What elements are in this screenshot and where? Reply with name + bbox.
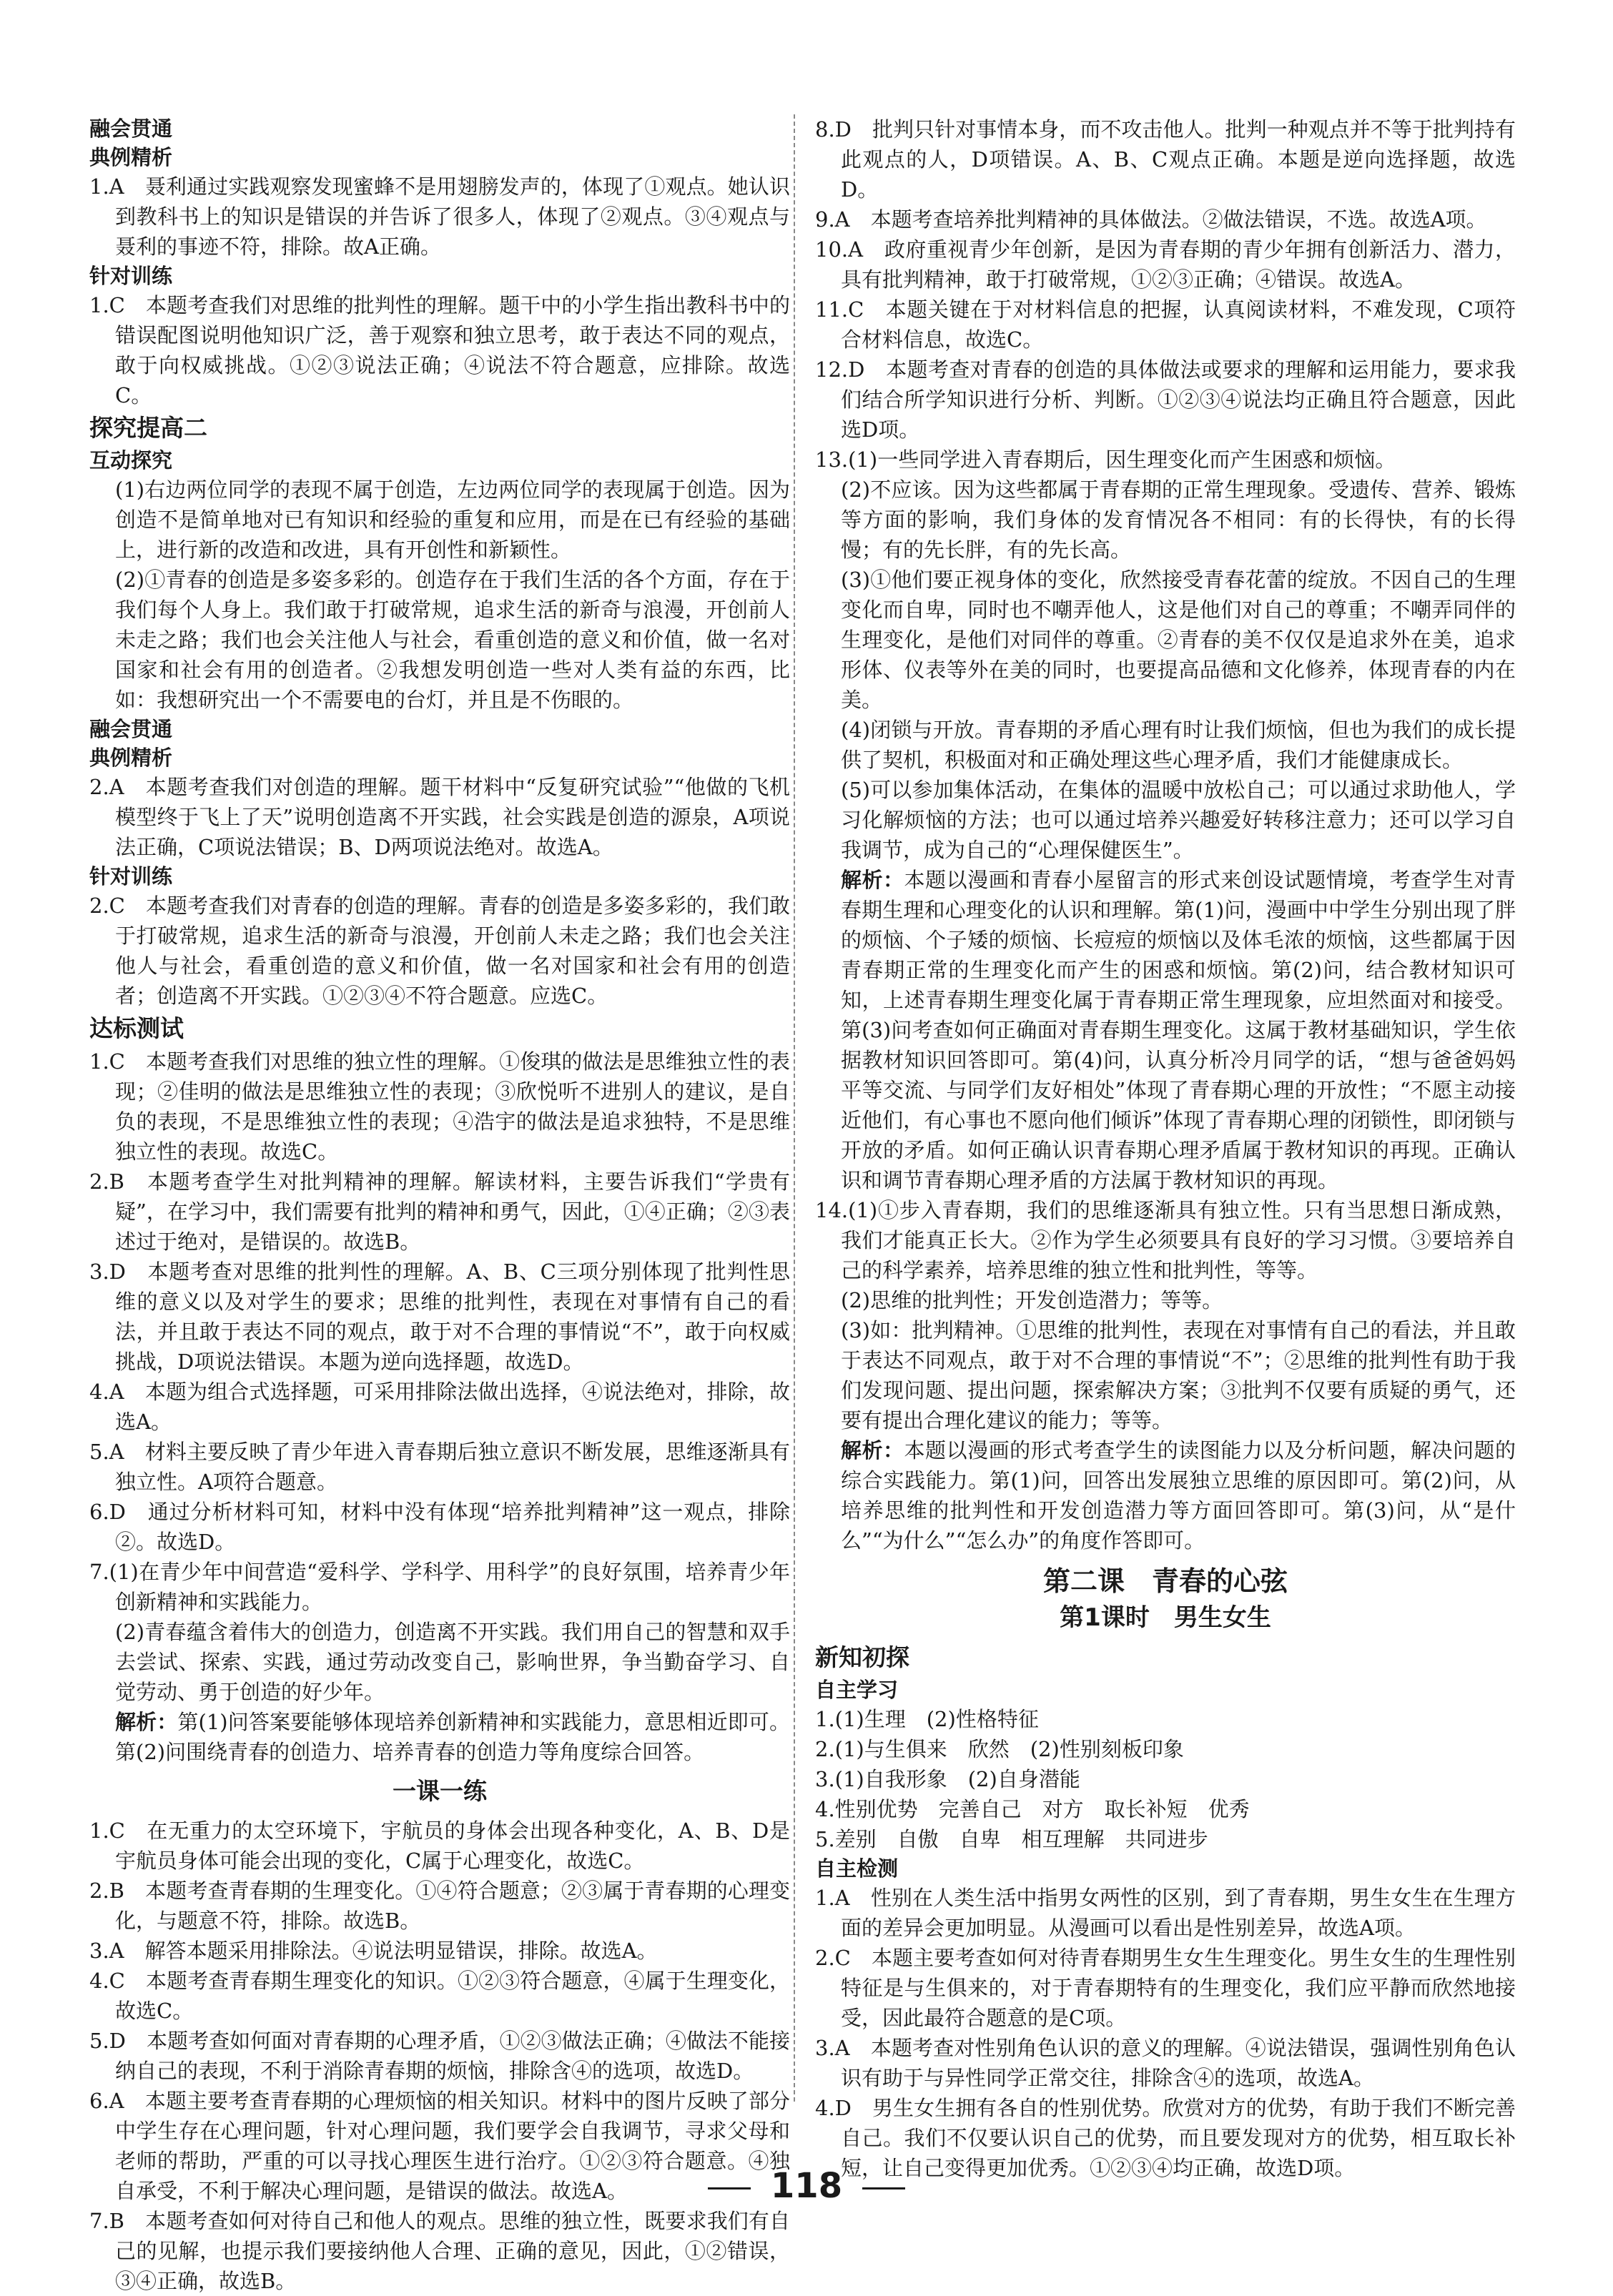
answer-item: (3)如：批判精神。①思维的批判性，表现在对事情有自己的看法，并且敢于表达不同观点，敢于对不合理的事情说“不”；②思维的批判性有助于我们发现问题、提出问题，探索解决方案；③批判不仅要有质疑的勇气，还要有提出合理化建议的能力；等等。: [841, 1318, 1516, 1432]
heading-tanjiu-2: 探究提高二: [89, 414, 207, 442]
page-number-text: 118: [770, 2166, 843, 2206]
answer-item: 5.差别 自傲 自卑 相互理解 共同进步: [815, 1827, 1208, 1851]
heading-dianli-2: 典例精析: [89, 746, 173, 770]
answer-item: 11.C 本题关键在于对材料信息的把握，认真阅读材料，不难发现，C项符合材料信息，故选C。: [815, 297, 1516, 352]
answer-item: 6.D 通过分析材料可知，材料中没有体现“培养批判精神”这一观点，排除②。故选D。: [89, 1500, 790, 1554]
answer-item: 1.C 本题考查我们对思维的独立性的理解。①俊琪的做法是思维独立性的表现；②佳明的做法是思维独立性的表现；③欣悦听不进别人的建议，是自负的表现，不是思维独立性的表现；④浩宇的做法是追求独特，不是思维独立性的表现。故选C。: [89, 1049, 790, 1164]
analysis-block: [815, 865, 1516, 1195]
answer-item: 1.(1)生理 (2)性格特征: [815, 1707, 1039, 1731]
heading-zizhuxuexi: 自主学习: [815, 1678, 899, 1702]
dash-left: [708, 2187, 751, 2189]
answer-item: 4.性别优势 完善自己 对方 取长补短 优秀: [815, 1797, 1250, 1821]
answer-item: 2.C 本题主要考查如何对待青春期男生女生生理变化。男生女生的生理性别特征是与生俱来的，对于青春期特有的生理变化，我们应平静而欣然地接受，因此最符合题意的是C项。: [815, 1946, 1516, 2030]
answer-item: 5.D 本题考查如何面对青春期的心理矛盾，①②③做法正确；④做法不能接纳自己的表现，不利于消除青春期的烦恼，排除含④的选项，故选D。: [89, 2029, 790, 2083]
answer-item: 1.C 本题考查我们对思维的批判性的理解。题干中的小学生指出教科书中的错误配图说明他知识广泛，善于观察和独立思考，敢于表达不同的观点，敢于向权威挑战。①②③说法正确；④说法不符合题意，应排除。故选C。: [89, 293, 790, 407]
answer-item: 2.(1)与生俱来 欣然 (2)性别刻板印象: [815, 1737, 1184, 1761]
answer-item: 3.A 解答本题采用排除法。④说法明显错误，排除。故选A。: [89, 1939, 658, 1963]
answer-item: (2)思维的批判性；开发创造潜力；等等。: [841, 1288, 1223, 1312]
answer-item: 4.C 本题考查青春期生理变化的知识。①②③符合题意，④属于生理变化，故选C。: [89, 1969, 790, 2023]
dash-right: [862, 2187, 905, 2189]
heading-ronghui-2: 融会贯通: [89, 717, 173, 741]
answer-item: (1)右边两位同学的表现不属于创造，左边两位同学的表现属于创造。因为创造不是简单地对已有知识和经验的重复和应用，而是在已有经验的基础上，进行新的改造和改进，具有开创性和新颖性。: [115, 477, 790, 562]
answer-item: (2)青春蕴含着伟大的创造力，创造离不开实践。我们用自己的智慧和双手去尝试、探索、实践，通过劳动改变自己，影响世界，争当勤奋学习、自觉劳动、勇于创造的好少年。: [115, 1620, 790, 1704]
heading-xinzhi: 新知初探: [815, 1643, 909, 1671]
answer-item: 9.A 本题考查培养批判精神的具体做法。②做法错误，不选。故选A项。: [815, 207, 1487, 232]
page-number: [0, 2166, 1613, 2206]
answer-item: 2.A 本题考查我们对创造的理解。题干材料中“反复研究试验”“他做的飞机模型终于飞上了天”说明创造离不开实践，社会实践是创造的源泉，A项说法正确，C项说法错误；B、D两项说法绝对。故选A。: [89, 775, 790, 859]
answer-item: (4)闭锁与开放。青春期的矛盾心理有时让我们烦恼，但也为我们的成长提供了契机，积极面对和正确处理这些心理矛盾，我们才能健康成长。: [841, 718, 1516, 772]
analysis-label: 解析：: [841, 1438, 904, 1463]
answer-item: 1.C 在无重力的太空环境下，宇航员的身体会出现各种变化，A、B、D是宇航员身体可能会出现的变化，C属于心理变化，故选C。: [89, 1819, 790, 1873]
answer-item: 7.(1)在青少年中间营造“爱科学、学科学、用科学”的良好氛围，培养青少年创新精神和实践能力。: [89, 1560, 790, 1614]
answer-item: (5)可以参加集体活动，在集体的温暖中放松自己；可以通过求助他人，学习化解烦恼的方法；也可以通过培养兴趣爱好转移注意力；还可以学习自我调节，成为自己的“心理保健医生”。: [841, 778, 1516, 862]
analysis-text: 第(1)问答案要能够体现培养创新精神和实践能力，意思相近即可。第(2)问围绕青春的创造力、培养青春的创造力等角度综合回答。: [115, 1710, 790, 1764]
heading-yikeyilian: 一课一练: [393, 1777, 487, 1805]
analysis-text: 本题以漫画的形式考查学生的读图能力以及分析问题，解决问题的综合实践能力。第(1)问，回答出发展独立思维的原因即可。第(2)问，从培养思维的批判性和开发创造潜力等方面回答即可。第(3)问，从“是什么”“为什么”“怎么办”的角度作答即可。: [841, 1438, 1516, 1553]
column-divider: [794, 114, 795, 2102]
right-column: [815, 114, 1516, 2183]
answer-item: 10.A 政府重视青少年创新，是因为青春期的青少年拥有创新活力、潜力，具有批判精神，敢于打破常规，①②③正确；④错误。故选A。: [815, 237, 1516, 292]
answer-item: 4.A 本题为组合式选择题，可采用排除法做出选择，④说法绝对，排除，故选A。: [89, 1380, 790, 1434]
answer-item: 14.(1)①步入青春期，我们的思维逐渐具有独立性。只有当思想日渐成熟，我们才能真正长大。②作为学生必须要具有良好的学习习惯。③要培养自己的科学素养，培养思维的独立性和批判性，等等。: [815, 1198, 1516, 1282]
analysis-label: 解析：: [115, 1710, 178, 1734]
analysis-block: [89, 1707, 790, 1767]
answer-item: 3.A 本题考查对性别角色认识的意义的理解。④说法错误，强调性别角色认识有助于与异性同学正常交往，排除含④的选项，故选A。: [815, 2036, 1516, 2090]
answer-item: 1.A 性别在人类生活中指男女两性的区别，到了青春期，男生女生在生理方面的差异会更加明显。从漫画可以看出是性别差异，故选A项。: [815, 1886, 1516, 1940]
heading-hudong: 互动探究: [89, 448, 173, 472]
lesson-title: 第二课 青春的心弦: [1042, 1565, 1288, 1597]
lesson-subtitle: 第1课时 男生女生: [1060, 1603, 1271, 1632]
answer-item: (3)①他们要正视身体的变化，欣然接受青春花蕾的绽放。不因自己的生理变化而自卑，同时也不嘲弄他人，这是他们对自己的尊重；不嘲弄同伴的生理变化，是他们对同伴的尊重。②青春的美不仅仅是追求外在美，追求形体、仪表等外在美的同时，也要提高品德和文化修养，体现青春的内在美。: [841, 568, 1516, 712]
analysis-text: 本题以漫画和青春小屋留言的形式来创设试题情境，考查学生对青春期生理和心理变化的认识和理解。第(1)问，漫画中中学生分别出现了胖的烦恼、个子矮的烦恼、长痘痘的烦恼以及体毛浓的烦恼，这些都属于因青春期正常的生理变化而产生的困惑和烦恼。第(2)问，结合教材知识可知，上述青春期生理变化属于青春期正常生理现象，应坦然面对和接受。第(3)问考查如何正确面对青春期生理变化。这属于教材基础知识，学生依据教材知识回答即可。第(4)问，认真分析冷月同学的话，“想与爸爸妈妈平等交流、与同学们友好相处”体现了青春期心理的开放性；“不愿主动接近他们，有心事也不愿向他们倾诉”体现了青春期心理的闭锁性，即闭锁与开放的矛盾。如何正确认识青春期心理矛盾属于教材知识的再现。正确认识和调节青春期心理矛盾的方法属于教材知识的再现。: [841, 868, 1516, 1192]
answer-item: 2.B 本题考查青春期的生理变化。①④符合题意；②③属于青春期的心理变化，与题意不符，排除。故选B。: [89, 1879, 790, 1933]
answer-item: 1.A 聂利通过实践观察发现蜜蜂不是用翅膀发声的，体现了①观点。她认识到教科书上的知识是错误的并告诉了很多人，体现了②观点。③④观点与聂利的事迹不符，排除。故A正确。: [89, 174, 790, 259]
answer-item: 3.(1)自我形象 (2)自身潜能: [815, 1767, 1080, 1791]
analysis-block: [815, 1435, 1516, 1555]
answer-item: (2)①青春的创造是多姿多彩的。创造存在于我们生活的各个方面，存在于我们每个人身上。我们敢于打破常规，追求生活的新奇与浪漫，开创前人未走之路；我们也会关注他人与社会，看重创造的意义和价值，做一名对国家和社会有用的创造者。②我想发明创造一些对人类有益的东西，比如：我想研究出一个不需要电的台灯，并且是不伤眼的。: [115, 568, 790, 712]
answer-item: 3.D 本题考查对思维的批判性的理解。A、B、C三项分别体现了批判性思维的意义以及对学生的要求；思维的批判性，表现在对事情有自己的看法，并且敢于表达不同的观点，敢于对不合理的事情说“不”，敢于向权威挑战，D项说法错误。本题为逆向选择题，故选D。: [89, 1260, 790, 1374]
answer-item: 8.D 批判只针对事情本身，而不攻击他人。批判一种观点并不等于批判持有此观点的人，D项错误。A、B、C观点正确。本题是逆向选择题，故选D。: [815, 117, 1516, 202]
heading-ronghui-1: 融会贯通: [89, 117, 173, 141]
answer-item: 2.C 本题考查我们对青春的创造的理解。青春的创造是多姿多彩的，我们敢于打破常规，追求生活的新奇与浪漫，开创前人未走之路；我们也会关注他人与社会，看重创造的意义和价值，做一名对国家和社会有用的创造者；创造离不开实践。①②③④不符合题意。应选C。: [89, 894, 790, 1008]
answer-item: 13.(1)一些同学进入青春期后，因生理变化而产生困惑和烦恼。: [815, 447, 1396, 472]
analysis-label: 解析：: [841, 868, 904, 892]
answer-item: 2.B 本题考查学生对批判精神的理解。解读材料，主要告诉我们“学贵有疑”，在学习中，我们需要有批判的精神和勇气，因此，①④正确；②③表述过于绝对，是错误的。故选B。: [89, 1169, 790, 1254]
answer-item: 4.D 男生女生拥有各自的性别优势。欣赏对方的优势，有助于我们不断完善自己。我们不仅要认识自己的优势，而且要发现对方的优势，相互取长补短，让自己变得更加优秀。①②③④均正确，故选D项。: [815, 2096, 1516, 2180]
answer-item: 6.A 本题主要考查青春期的心理烦恼的相关知识。材料中的图片反映了部分中学生存在心理问题，针对心理问题，我们要学会自我调节，寻求父母和老师的帮助，严重的可以寻找心理医生进行治疗。①②③符合题意。④独自承受，不利于解决心理问题，是错误的做法。故选A。: [89, 2089, 790, 2203]
answer-item: 5.A 材料主要反映了青少年进入青春期后独立意识不断发展，思维逐渐具有独立性。A项符合题意。: [89, 1440, 790, 1494]
answer-item: (2)不应该。因为这些都属于青春期的正常生理现象。受遗传、营养、锻炼等方面的影响，我们身体的发育情况各不相同：有的长得快，有的长得慢；有的先长胖，有的先长高。: [841, 477, 1516, 562]
heading-zhendui-1: 针对训练: [89, 264, 173, 288]
answer-item: 12.D 本题考查对青春的创造的具体做法或要求的理解和运用能力，要求我们结合所学知识进行分析、判断。①②③④说法均正确且符合题意，因此选D项。: [815, 357, 1516, 442]
heading-dabiao: 达标测试: [89, 1014, 184, 1042]
heading-dianli-1: 典例精析: [89, 145, 173, 169]
heading-zizhujiance: 自主检测: [815, 1856, 899, 1881]
answer-item: 7.B 本题考查如何对待自己和他人的观点。思维的独立性，既要求我们有自己的见解，也提示我们要接纳他人合理、正确的意见，因此，①②错误，③④正确，故选B。: [89, 2209, 790, 2293]
heading-zhendui-2: 针对训练: [89, 864, 173, 889]
left-column: [89, 114, 790, 2296]
